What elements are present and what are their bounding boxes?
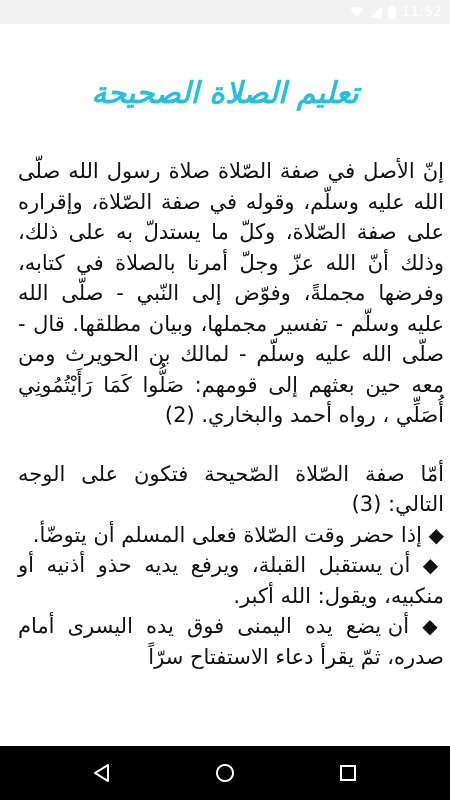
page-title: تعليم الصلاة الصحيحة xyxy=(91,76,359,111)
back-icon xyxy=(91,762,113,784)
home-icon xyxy=(214,762,236,784)
status-time: 11:52 xyxy=(402,4,442,20)
list-item-text: إذا حضر وقت الصّلاة فعلى المسلم أن يتوضّأ. xyxy=(32,522,422,547)
signal-icon xyxy=(370,6,382,18)
section-intro: أمّا صفة الصّلاة الصّحيحة فتكون على الوجه التالي: (3) xyxy=(18,461,444,516)
diamond-bullet-icon: ◆ xyxy=(428,522,444,547)
recents-icon xyxy=(337,762,359,784)
article-scroll-view[interactable] xyxy=(0,24,450,746)
list-item-text: أن يستقبل القبلة، ويرفع يديه حذو أذنيه أو منكبيه، ويقول: الله أكبر. xyxy=(18,553,444,608)
wifi-icon xyxy=(350,6,364,18)
list-item xyxy=(18,550,444,611)
diamond-bullet-icon: ◆ xyxy=(422,614,444,638)
status-icons xyxy=(350,3,442,21)
list-item xyxy=(18,611,444,672)
back-button[interactable] xyxy=(87,758,117,788)
recents-button[interactable] xyxy=(333,758,363,788)
list-item xyxy=(18,520,444,551)
article-intro: إنّ الأصل في صفة الصّلاة صلاة رسول الله صلّى الله عليه وسلّم، وقوله في صفة الصّلاة، وإقراره على صفة الصّلاة، وكلّ ما يستدلّ به على ذلك، وذلك أنّ الله عزّ وجلّ أمرنا بالصلاة في كتابه، وفرضها مجملةً، وفوّض إلى النّبي - صلّى الله عليه وسلّم - تفسير مجملها، وبيان مطلقها. قال - صلّى الله عليه وسلّم - لمالك بن الحويرث ومن معه حين بعثهم إلى قومهم: صَلُّوا كَمَا رَأَيْتُمُونِي أُصَلِّي ، رواه أحمد والبخاري. (2) xyxy=(18,159,444,427)
navigation-bar xyxy=(0,746,450,800)
battery-icon xyxy=(388,6,396,19)
home-button[interactable] xyxy=(210,758,240,788)
list-item-text: أن يضع يده اليمنى فوق يده اليسرى أمام صدره، ثمّ يقرأ دعاء الاستفتاح سرّاً xyxy=(18,614,444,669)
diamond-bullet-icon: ◆ xyxy=(422,553,444,577)
article-body xyxy=(18,156,444,672)
status-bar xyxy=(0,0,450,24)
